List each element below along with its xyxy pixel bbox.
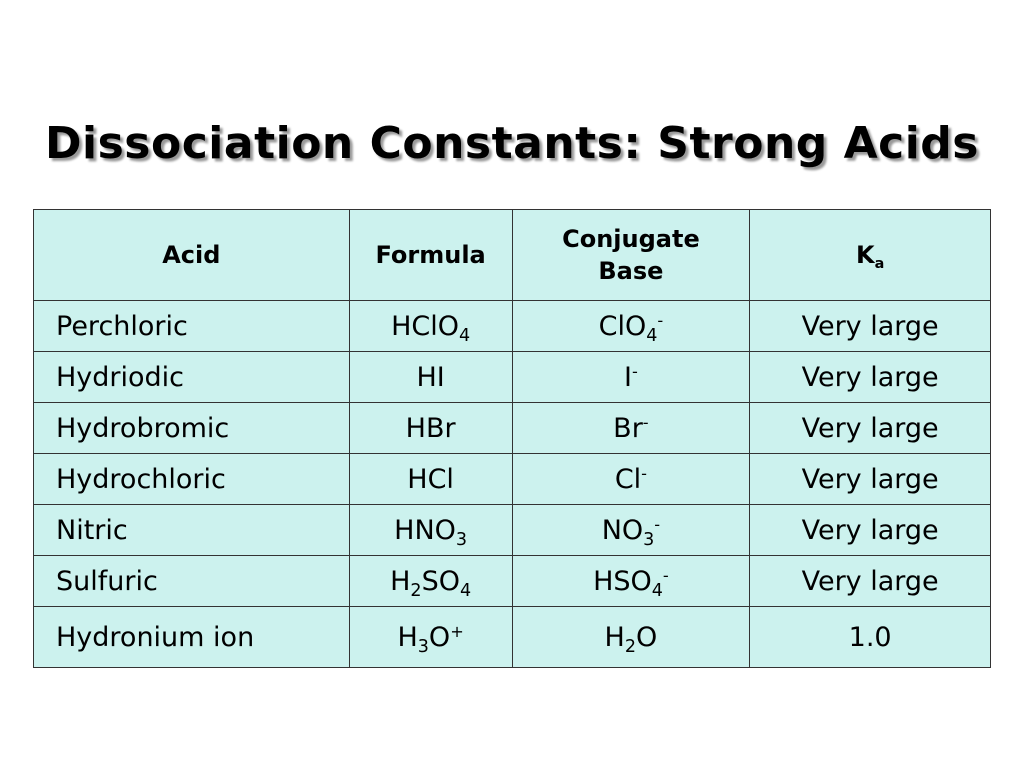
acid-name-cell: Hydriodic xyxy=(34,352,350,403)
ka-cell: Very large xyxy=(750,301,991,352)
base-part: - xyxy=(642,412,649,432)
base-part: - xyxy=(654,514,661,534)
formula-part: H xyxy=(397,621,418,653)
formula-cell xyxy=(349,403,512,454)
base-part: HSO xyxy=(593,565,652,597)
formula-part: 4 xyxy=(459,325,471,346)
formula-part: 3 xyxy=(455,529,468,550)
formula-cell xyxy=(349,556,512,607)
formula-part: 4 xyxy=(459,580,472,601)
acid-name-cell: Perchloric xyxy=(34,301,350,352)
formula-part: SO xyxy=(421,565,460,597)
table-row xyxy=(34,301,991,352)
acid-name-cell: Nitric xyxy=(34,505,350,556)
acid-name-cell: Hydrobromic xyxy=(34,403,350,454)
base-part: - xyxy=(657,310,664,330)
formula-cell xyxy=(349,454,512,505)
base-part: Br xyxy=(613,412,643,444)
base-part: I xyxy=(624,361,632,393)
formula-part: 2 xyxy=(410,580,422,601)
conjugate-base-cell xyxy=(512,556,750,607)
formula-part: + xyxy=(450,621,464,641)
base-part: NO xyxy=(601,514,644,546)
formula-cell xyxy=(349,301,512,352)
table-row xyxy=(34,556,991,607)
base-part: ClO xyxy=(598,310,647,342)
formula-part: 3 xyxy=(417,636,429,657)
header-conjugate-base-line2: Base xyxy=(598,257,664,285)
header-ka-subscript: a xyxy=(874,255,885,272)
formula-part: HCl xyxy=(407,463,454,495)
ka-cell: Very large xyxy=(750,556,991,607)
table-row xyxy=(34,607,991,668)
base-part: 2 xyxy=(624,636,637,657)
base-part: - xyxy=(631,361,638,381)
base-part: - xyxy=(641,463,648,483)
ka-cell: Very large xyxy=(750,403,991,454)
conjugate-base-cell xyxy=(512,454,750,505)
acid-name-cell: Hydrochloric xyxy=(34,454,350,505)
formula-part: HI xyxy=(416,361,445,393)
header-conjugate-base xyxy=(512,210,750,301)
acid-table xyxy=(33,209,991,668)
ka-cell: Very large xyxy=(750,454,991,505)
base-part: 4 xyxy=(646,325,658,346)
ka-cell: Very large xyxy=(750,352,991,403)
header-ka xyxy=(750,210,991,301)
conjugate-base-cell xyxy=(512,352,750,403)
base-part: H xyxy=(604,621,625,653)
header-conjugate-base-line1: Conjugate xyxy=(562,224,700,253)
formula-part: H xyxy=(390,565,411,597)
formula-part: O xyxy=(428,621,451,653)
ka-cell: Very large xyxy=(750,505,991,556)
formula-cell xyxy=(349,352,512,403)
header-ka-symbol: K xyxy=(855,240,875,269)
ka-cell: 1.0 xyxy=(750,607,991,668)
base-part: - xyxy=(662,565,669,585)
formula-part: HBr xyxy=(405,412,456,444)
header-acid: Acid xyxy=(34,210,350,301)
base-part: 4 xyxy=(651,580,663,601)
conjugate-base-cell xyxy=(512,403,750,454)
table-header-row xyxy=(34,210,991,301)
table-row xyxy=(34,403,991,454)
formula-part: HClO xyxy=(391,310,459,342)
conjugate-base-cell xyxy=(512,607,750,668)
header-formula: Formula xyxy=(349,210,512,301)
table-row xyxy=(34,454,991,505)
table-row xyxy=(34,505,991,556)
acid-name-cell: Sulfuric xyxy=(34,556,350,607)
base-part: 3 xyxy=(643,529,655,550)
table-row xyxy=(34,352,991,403)
acid-name-cell: Hydronium ion xyxy=(34,607,350,668)
base-part: Cl xyxy=(614,463,642,495)
conjugate-base-cell xyxy=(512,301,750,352)
formula-cell xyxy=(349,505,512,556)
formula-cell xyxy=(349,607,512,668)
conjugate-base-cell xyxy=(512,505,750,556)
formula-part: HNO xyxy=(394,514,456,546)
base-part: O xyxy=(636,621,658,653)
slide-title: Dissociation Constants: Strong Acids xyxy=(45,118,979,169)
